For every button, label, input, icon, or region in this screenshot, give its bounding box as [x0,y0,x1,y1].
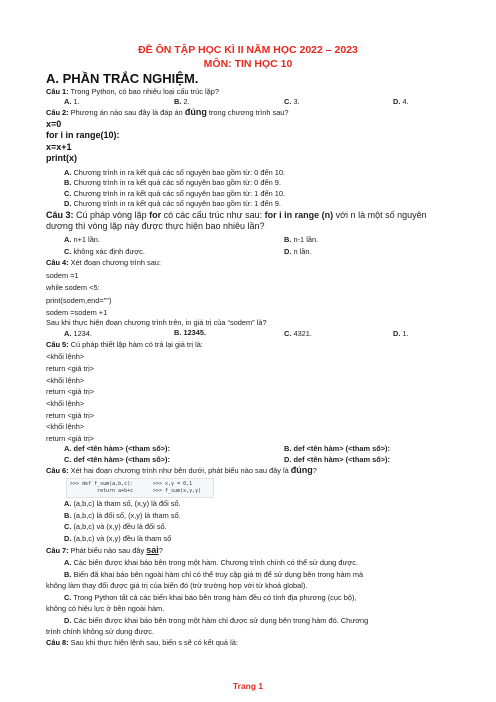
q4-code-line: sodem =sodem +1 [46,308,108,317]
q2-option-b: B. Chương trình in ra kết quả các số nguyên bao gồm từ: 0 đến 9. [64,178,281,187]
q3-option-c: C. không xác định được. [64,247,145,256]
question-7: Câu 7: Phát biểu nào sau đây sai? [46,545,163,555]
q3-option-a: A. n+1 lần. [64,235,100,244]
q5-code-line: <khối lệnh> [46,399,85,408]
q6-code-snippet [66,478,214,498]
q4-code-line: while sodem <5: [46,283,100,292]
q5-code-line: <khối lệnh> [46,422,85,431]
exam-subject: MÔN: TIN HỌC 10 [203,58,293,70]
q6-option-d: D. (a,b,c) và (x,y) đều là tham số [64,534,172,543]
question-5: Câu 5: Cú pháp thiết lập hàm có trả lại giá trị là: [46,340,203,349]
q2-code-line: for i in range(10): [46,130,120,140]
q2-option-a: A. Chương trình in ra kết quả các số nguyên bao gồm từ: 0 đến 10. [64,168,286,177]
q5-code-line: return <giá trị> [46,411,95,420]
q7-option-c: C. Trong Python tất cả các biến khai báo bên trong hàm đều có tính địa phương (cục bộ), [64,593,357,602]
q5-option-b: B. def <tên hàm> (<tham số>): [284,444,390,453]
q4-option-b: B. 12345. [174,328,207,337]
snippet-line: >>> x,y = 0,1 [153,481,193,487]
q4-code-line: sodem =1 [46,271,79,280]
q5-code-line: return <giá trị> [46,434,95,443]
q4-option-a: A. 1234. [64,329,92,338]
q2-code-line: x=0 [46,119,62,129]
snippet-line: >>> def f_sum(a,b,c): [70,481,134,487]
exam-title: ĐỀ ÔN TẬP HỌC KÌ II NĂM HỌC 2022 – 2023 [138,44,358,56]
q4-code-line: print(sodem,end="") [46,296,112,305]
q6-option-b: B. (a,b,c) là đối số, (x,y) là tham số. [64,511,181,520]
q2-code-line: x=x+1 [46,142,72,152]
q5-option-d: D. def <tên hàm> (<tham số>): [284,455,390,464]
q1-option-d: D. 4. [393,97,409,106]
q7-option-b: B. Biến đã khai báo bên ngoài hàm chỉ có thể truy cập giá trị để sử dụng bên trong hàm mà [64,570,364,579]
q5-code-line: return <giá trị> [46,387,95,396]
q2-code-line: print(x) [46,153,77,163]
q4-option-c: C. 4321. [284,329,312,338]
q5-code-line: return <giá trị> [46,364,95,373]
q2-option-c: C. Chương trình in ra kết quả các số nguyên bao gồm từ: 1 đến 10. [64,189,286,198]
q6-option-c: C. (a,b,c) và (x,y) đều là đối số. [64,522,167,531]
q7-option-d: D. Các biến được khai báo bên trong một hàm chỉ được sử dụng bên trong hàm đó. Chương [64,616,369,625]
snippet-line: >>> f_sum(x,y,y) [153,488,202,494]
section-heading: A. PHẦN TRẮC NGHIỆM. [46,71,199,86]
q2-option-d: D. Chương trình in ra kết quả các số nguyên bao gồm từ: 1 đến 9. [64,199,281,208]
q5-code-line: <khối lệnh> [46,352,85,361]
q7-option-c-cont: không có hiệu lực ở bên ngoài hàm. [46,604,165,613]
page-number: Trang 1 [232,681,264,691]
q7-option-a: A. Các biến được khai báo bên trong một hàm. Chương trình chính có thể sử dụng được. [64,558,358,567]
question-8: Câu 8: Sau khi thực hiện lệnh sau, biến s sẽ có kết quả là: [46,638,238,647]
q7-option-d-cont: trình chính không sử dụng được. [46,627,155,636]
q5-code-line: <khối lệnh> [46,376,85,385]
question-1: Câu 1: Trong Python, có bao nhiêu loại cấu trúc lặp? [46,87,219,96]
question-6: Câu 6: Xét hai đoạn chương trình như bên dưới, phát biểu nào sau đây là đúng? [46,465,317,475]
question-2: Câu 2: Phương án nào sau đây là đáp án đúng trong chương trình sau? [46,107,289,117]
question-3: Câu 3: Cú pháp vòng lặp for có các cấu trúc như sau: for i in range (n) với n là một số nguyên [46,210,427,220]
q1-option-b: B. 2. [174,97,190,106]
q3-option-b: B. n-1 lần. [284,235,319,244]
q3-option-d: D. n lần. [284,247,312,256]
q5-option-a: A. def <tên hàm> (<tham số>): [64,444,170,453]
q1-option-c: C. 3. [284,97,300,106]
q1-option-a: A. 1. [64,97,80,106]
snippet-line: return a+b+c [97,488,134,494]
q5-option-c: C. def <tên hàm> (<tham số>): [64,455,170,464]
q4-option-d: D. 1. [393,329,409,338]
q4-prompt: Sau khi thực hiện đoạn chương trình trên, in giá trị của “sodem” là? [46,318,267,327]
q7-option-b-cont: không làm thay đổi được giá trị của biến đó (trừ trường hợp với từ khoá global). [46,581,308,590]
question-4: Câu 4: Xét đoạn chương trình sau: [46,258,161,267]
question-3-line-2: dương thì vòng lặp này được thực hiện bao nhiêu lần? [46,221,265,231]
q6-option-a: A. (a,b,c) là tham số, (x,y) là đối số. [64,499,181,508]
